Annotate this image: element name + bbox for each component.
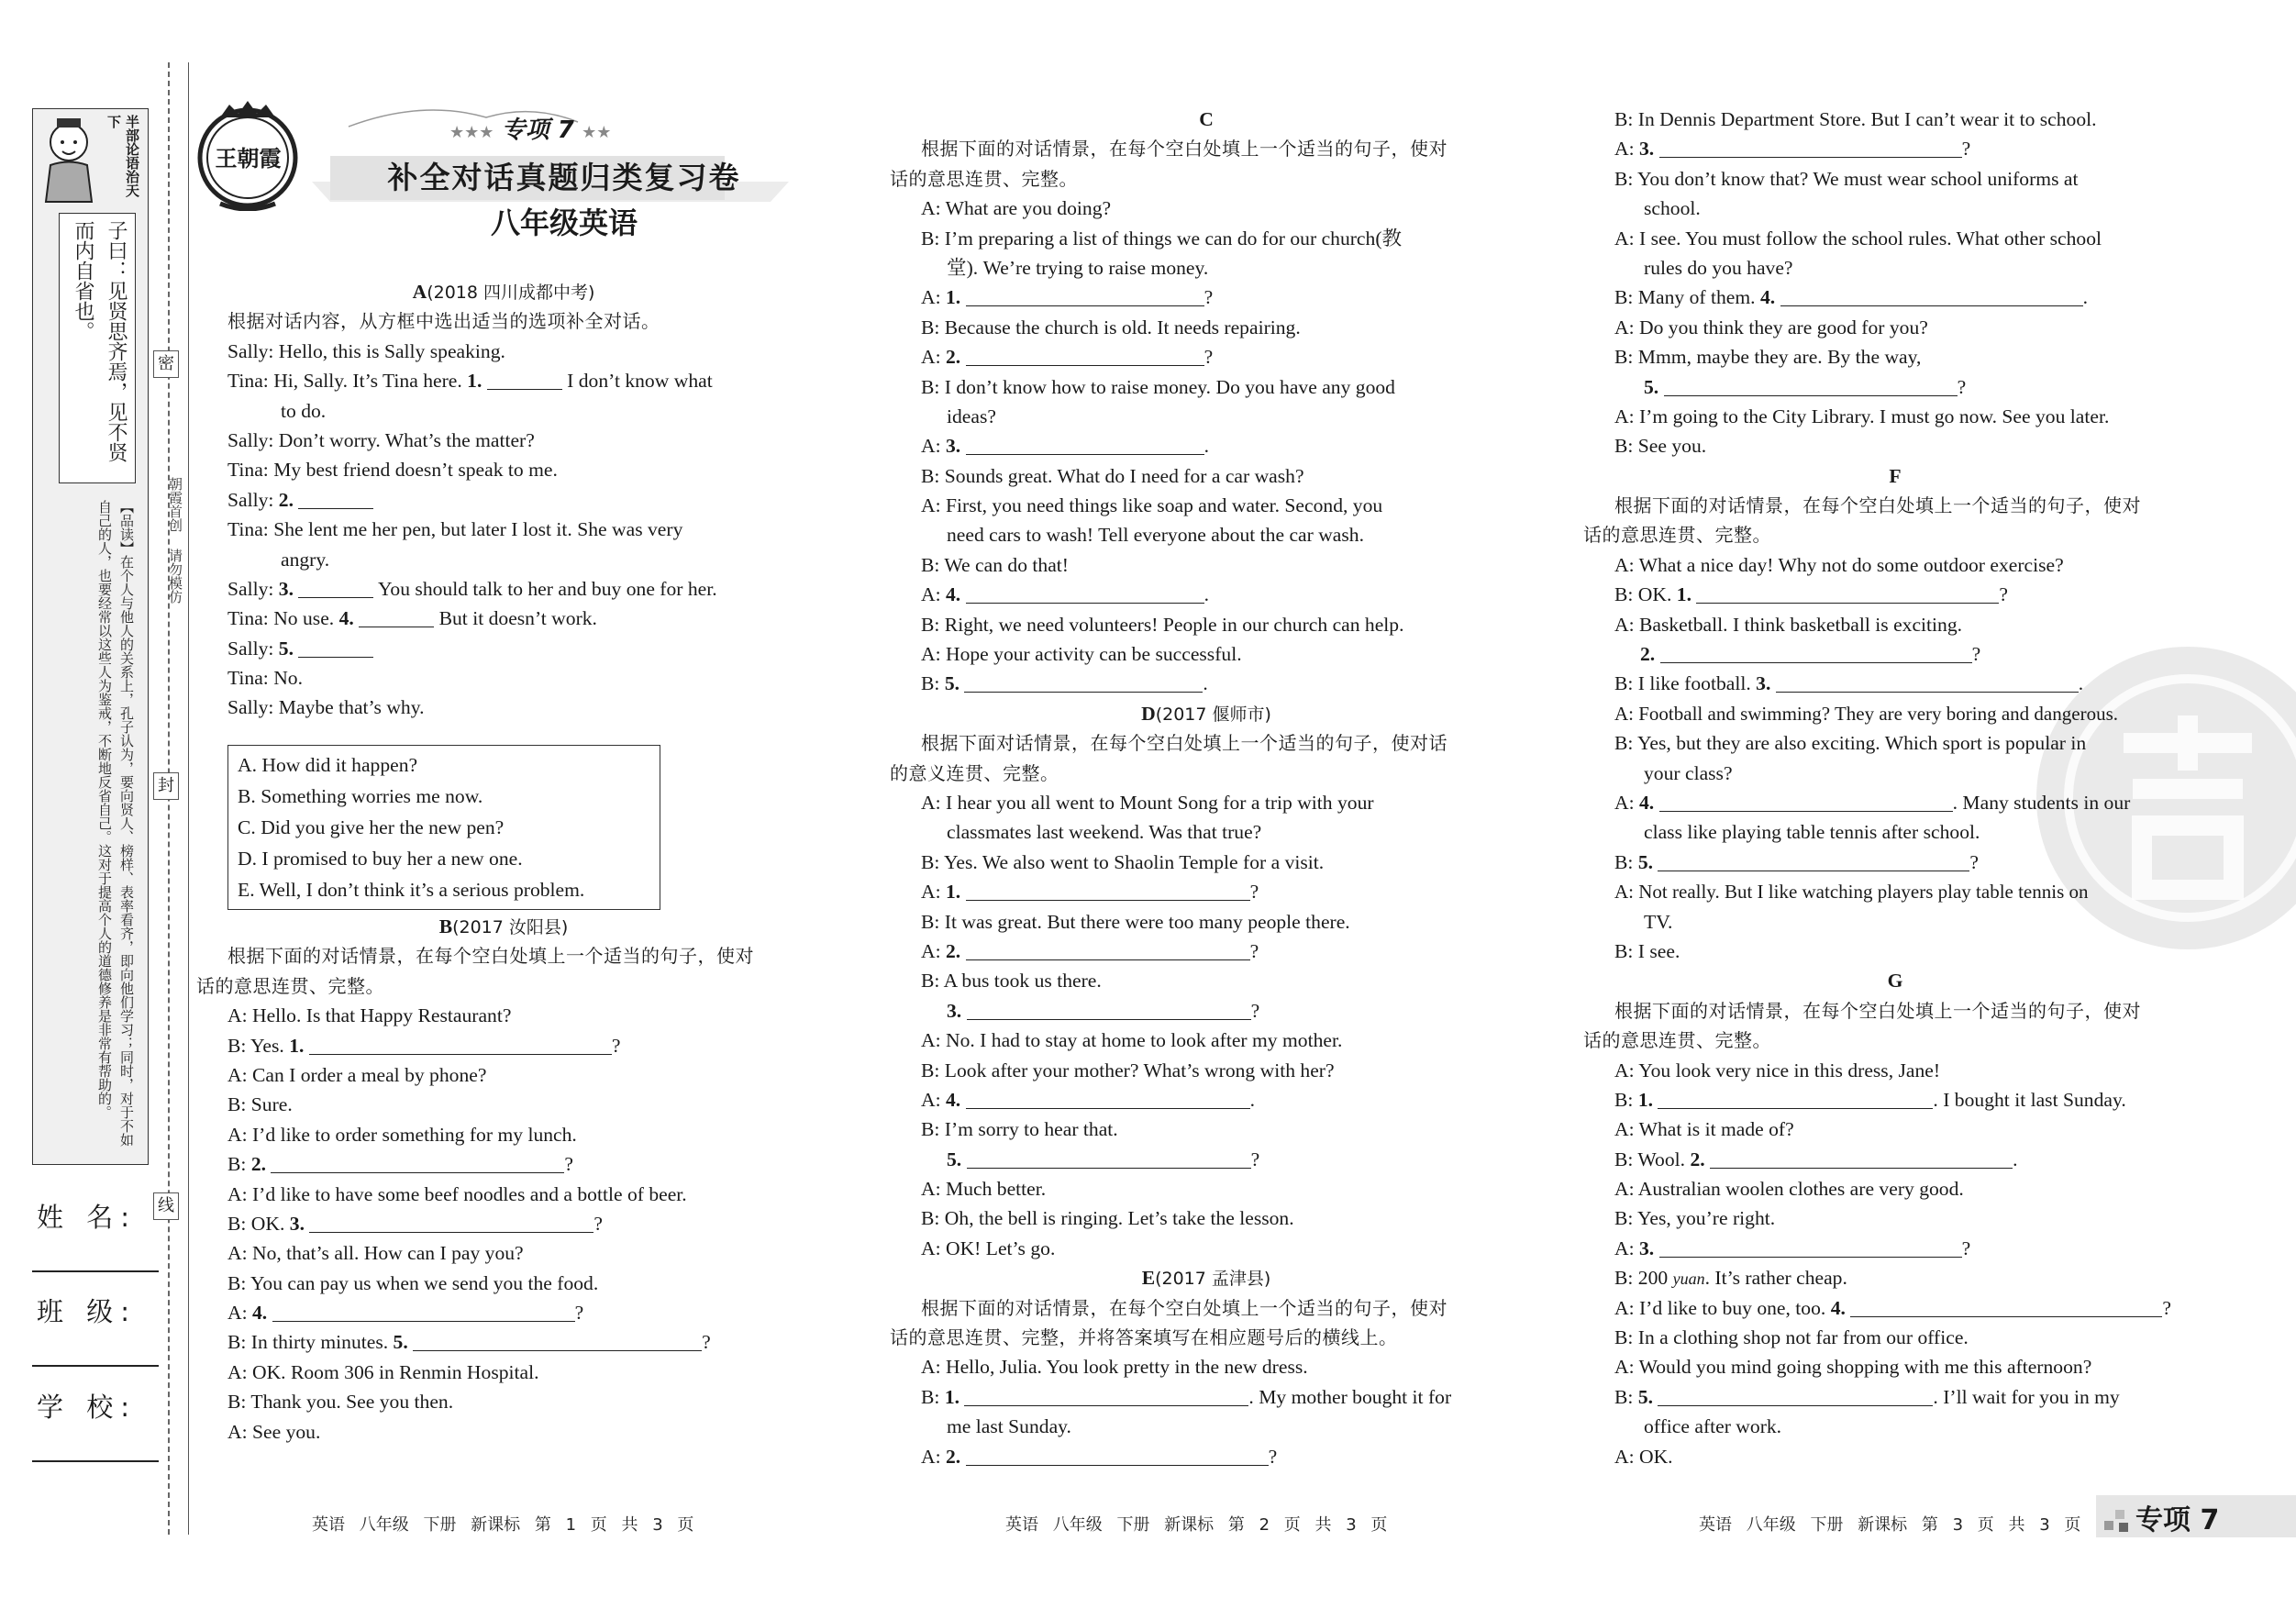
special-label: 专项 7 bbox=[501, 116, 574, 144]
dialogue-line: 3. ? bbox=[890, 996, 1523, 1026]
dialogue-line: B: I don’t know how to raise money. Do you have any good bbox=[921, 375, 1395, 398]
dialogue-line: A: 1. ? bbox=[890, 877, 1523, 906]
answer-blank[interactable] bbox=[966, 1086, 1250, 1109]
answer-blank[interactable] bbox=[967, 997, 1251, 1020]
dialogue-line: A: Hello. Is that Happy Restaurant? bbox=[227, 1004, 512, 1027]
dialogue-line: A: I’d like to order something for my lunch. bbox=[227, 1123, 577, 1146]
dialogue-line: angry. bbox=[281, 548, 330, 571]
dialogue-line: B: Thank you. See you then. bbox=[227, 1391, 454, 1414]
dialogue-line: classmates last weekend. Was that true? bbox=[947, 821, 1262, 844]
section-b-heading: B(2017 汝阳县) bbox=[438, 915, 569, 937]
column-1-section-b bbox=[196, 912, 811, 1447]
dialogue-line: B: 1. . My mother bought it for bbox=[890, 1382, 1523, 1412]
page-subtitle: 八年级英语 bbox=[490, 205, 638, 240]
dialogue-line: A: 3. . bbox=[890, 431, 1523, 460]
instruction: 话的意思连贯、完整，并将答案填写在相应题号后的横线上。 bbox=[890, 1326, 1398, 1349]
dialogue-line: A: No, that’s all. How can I pay you? bbox=[227, 1242, 524, 1265]
dialogue-line: B: Many of them. 4. . bbox=[1583, 283, 2207, 312]
answer-blank[interactable] bbox=[1660, 640, 1972, 663]
stars-right: ★★ bbox=[582, 123, 612, 142]
dialogue-line: Sally: 3. You should talk to her and buy one for her. bbox=[196, 574, 811, 604]
dialogue-line: Tina: My best friend doesn’t speak to me. bbox=[227, 459, 558, 482]
dialogue-line: A: I’d like to buy one, too. 4. ? bbox=[1583, 1293, 2207, 1323]
answer-blank[interactable] bbox=[966, 581, 1204, 604]
answer-blank[interactable] bbox=[966, 432, 1204, 455]
dialogue-line: B: 5. . bbox=[890, 669, 1523, 698]
page-title: 补全对话真题归类复习卷 bbox=[387, 160, 741, 195]
seal-mark-3: 线 bbox=[153, 1192, 179, 1220]
binding-line bbox=[188, 62, 189, 1535]
option-b: B. Something worries me now. bbox=[238, 785, 483, 807]
dialogue-line: A: What is it made of? bbox=[1614, 1118, 1794, 1141]
dialogue-line: A: Basketball. I think basketball is exciting. bbox=[1614, 613, 1963, 636]
answer-blank[interactable] bbox=[966, 937, 1250, 960]
dialogue-line: B: See you. bbox=[1614, 435, 1707, 458]
dialogue-line: B: You can pay us when we send you the food. bbox=[227, 1271, 599, 1294]
corner-squares-icon bbox=[2095, 1510, 2132, 1536]
dialogue-line: B: In thirty minutes. 5. ? bbox=[196, 1327, 811, 1357]
dialogue-line: B: 5. . I’ll wait for you in my bbox=[1583, 1382, 2207, 1412]
dialogue-line: A: First, you need things like soap and water. Second, you bbox=[921, 494, 1383, 517]
dialogue-line: B: Because the church is old. It needs repairing. bbox=[921, 316, 1301, 338]
answer-blank[interactable] bbox=[272, 1299, 575, 1322]
instruction: 根据下面的对话情景，在每个空白处填上一个适当的句子，使对 bbox=[921, 138, 1447, 161]
dialogue-line: your class? bbox=[1644, 761, 1733, 784]
answer-blank[interactable] bbox=[309, 1210, 593, 1233]
name-field[interactable] bbox=[32, 1270, 159, 1272]
answer-blank[interactable] bbox=[1776, 670, 2079, 693]
answer-blank[interactable] bbox=[1850, 1294, 2162, 1317]
dialogue-line: rules do you have? bbox=[1644, 256, 1793, 279]
answer-blank[interactable] bbox=[966, 878, 1250, 901]
dialogue-line: A: No. I had to stay at home to look after my mother. bbox=[921, 1029, 1343, 1052]
dialogue-line: to do. bbox=[281, 399, 327, 422]
answer-blank[interactable] bbox=[298, 635, 373, 658]
sidebar-reading: 【品读】在个人与他人的关系上，孔子认为，要向贤人、榜样、表率看齐，即向他们学习；同时，对于不如自己的人，也要经常以这些人为鉴戒，不断地反省自己。这对于提高个人的道德修养是非常有帮助的。 bbox=[96, 500, 135, 1147]
answer-blank[interactable] bbox=[271, 1150, 564, 1173]
dialogue-line: TV. bbox=[1644, 910, 1673, 933]
dialogue-line: A: Can I order a meal by phone? bbox=[227, 1063, 487, 1086]
dialogue-line: B: It was great. But there were too many people there. bbox=[921, 910, 1350, 933]
class-field[interactable] bbox=[32, 1365, 159, 1367]
dialogue-line: office after work. bbox=[1644, 1415, 1782, 1438]
name-label: 姓 名: bbox=[37, 1202, 137, 1233]
column-1 bbox=[196, 277, 811, 723]
dialogue-line: B: Yes. We also went to Shaolin Temple for a visit. bbox=[921, 850, 1325, 873]
option-e: E. Well, I don’t think it’s a serious problem. bbox=[238, 879, 585, 901]
sidebar-quote: 子曰：见贤思齐焉，见不贤而内自省也。 bbox=[72, 220, 128, 462]
answer-blank[interactable] bbox=[1658, 1086, 1933, 1109]
dialogue-line: Tina: Hi, Sally. It’s Tina here. 1. I don’t know what bbox=[196, 366, 811, 395]
dialogue-line: B: I’m sorry to hear that. bbox=[921, 1118, 1118, 1141]
seal-mark-1: 密 bbox=[153, 350, 179, 378]
dialogue-line: 堂). We’re trying to raise money. bbox=[947, 256, 1209, 279]
dialogue-line: A: You look very nice in this dress, Jane! bbox=[1614, 1059, 1941, 1081]
dialogue-line: A: 4. . bbox=[890, 580, 1523, 609]
instruction: 话的意思连贯、完整。 bbox=[1583, 524, 1771, 547]
dialogue-line: A: 3. ? bbox=[1583, 134, 2207, 163]
answer-blank[interactable] bbox=[1658, 1383, 1933, 1406]
section-a-heading: A(2018 四川成都中考) bbox=[412, 281, 595, 303]
school-label: 学 校: bbox=[37, 1392, 137, 1423]
dialogue-line: B: 1. . I bought it last Sunday. bbox=[1583, 1085, 2207, 1115]
instruction: 根据下面的对话情景，在每个空白处填上一个适当的句子，使对 bbox=[921, 1296, 1447, 1319]
section-c-heading: C bbox=[1199, 108, 1214, 130]
dialogue-line: Tina: No use. 4. But it doesn’t work. bbox=[196, 604, 811, 633]
instruction: 根据下面的对话情景，在每个空白处填上一个适当的句子，使对 bbox=[1614, 494, 2141, 517]
dialogue-line: B: 200 yuan. It’s rather cheap. bbox=[1614, 1267, 1847, 1290]
dialogue-line: B: We can do that! bbox=[921, 553, 1069, 576]
answer-blank[interactable] bbox=[298, 486, 373, 509]
answer-blank[interactable] bbox=[1780, 283, 2083, 306]
column-3 bbox=[1583, 105, 2207, 1471]
dialogue-line: A: 2. ? bbox=[890, 342, 1523, 372]
class-label: 班 级: bbox=[37, 1296, 137, 1327]
answer-blank[interactable] bbox=[1659, 1235, 1962, 1258]
corner-label: 专项 7 bbox=[2135, 1504, 2220, 1536]
dialogue-line: Tina: She lent me her pen, but later I lost it. She was very bbox=[227, 518, 683, 541]
dialogue-line: Sally: Maybe that’s why. bbox=[227, 696, 425, 719]
dialogue-line: A: I’m going to the City Library. I must go now. See you later. bbox=[1614, 405, 2110, 427]
dialogue-line: A: OK! Let’s go. bbox=[921, 1237, 1056, 1259]
answer-blank[interactable] bbox=[966, 343, 1204, 366]
dialogue-line: A: 3. ? bbox=[1583, 1234, 2207, 1263]
answer-blank[interactable] bbox=[1659, 135, 1962, 158]
dialogue-line: school. bbox=[1644, 197, 1701, 220]
dialogue-line: A: Football and swimming? They are very boring and dangerous. bbox=[1614, 702, 2118, 725]
answer-blank[interactable] bbox=[413, 1328, 702, 1351]
answer-blank[interactable] bbox=[487, 367, 562, 390]
dialogue-line: A: Hope your activity can be successful. bbox=[921, 643, 1242, 666]
dialogue-line: B: You don’t know that? We must wear school uniforms at bbox=[1614, 167, 2079, 190]
dialogue-line: B: Wool. 2. . bbox=[1583, 1145, 2207, 1174]
option-d: D. I promised to buy her a new one. bbox=[238, 848, 523, 870]
page-footer-3: 英语 八年级 下册 新课标 第 3 页 共 3 页 bbox=[1699, 1515, 2081, 1535]
dialogue-line: B: Yes, you’re right. bbox=[1614, 1207, 1776, 1230]
page-footer-1: 英语 八年级 下册 新课标 第 1 页 共 3 页 bbox=[312, 1515, 694, 1535]
dialogue-line: Tina: No. bbox=[227, 667, 303, 690]
instruction: 的意义连贯、完整。 bbox=[890, 761, 1059, 784]
dialogue-line: Sally: 2. bbox=[196, 485, 811, 515]
dialogue-line: Sally: 5. bbox=[196, 634, 811, 663]
dialogue-line: A: Not really. But I like watching players play table tennis on bbox=[1614, 881, 2089, 904]
section-d-heading: D(2017 偃师市) bbox=[1141, 702, 1271, 725]
dialogue-line: B: In Dennis Department Store. But I can’t wear it to school. bbox=[1614, 108, 2097, 130]
answer-blank[interactable] bbox=[964, 1383, 1248, 1406]
column-2 bbox=[890, 105, 1523, 1471]
dialogue-line: B: Right, we need volunteers! People in our church can help. bbox=[921, 613, 1404, 636]
copyright-notice: 朝霞首创 请勿模仿 bbox=[167, 477, 183, 604]
instruction: 根据下面对话情景，在每个空白处填上一个适当的句子，使对话 bbox=[921, 732, 1447, 755]
answer-blank[interactable] bbox=[1658, 848, 1969, 871]
dialogue-line: A: What a nice day! Why not do some outdoor exercise? bbox=[1614, 553, 2064, 576]
answer-blank[interactable] bbox=[309, 1032, 612, 1055]
logo-text: 王朝霞 bbox=[215, 145, 282, 172]
seal-mark-2: 封 bbox=[153, 772, 179, 800]
answer-blank[interactable] bbox=[967, 1146, 1251, 1169]
dialogue-line: Sally: Hello, this is Sally speaking. bbox=[227, 339, 505, 362]
dialogue-line: A: 4. . bbox=[890, 1085, 1523, 1115]
dialogue-line: B: Look after your mother? What’s wrong with her? bbox=[921, 1059, 1335, 1081]
dialogue-line: B: Yes. 1. ? bbox=[196, 1031, 811, 1060]
answer-blank[interactable] bbox=[966, 283, 1204, 306]
dialogue-line: A: I’d like to have some beef noodles and a bottle of beer. bbox=[227, 1182, 687, 1205]
dialogue-line: B: I’m preparing a list of things we can do for our church(教 bbox=[921, 227, 1403, 250]
option-a: A. How did it happen? bbox=[238, 754, 418, 776]
special-topic-heading bbox=[449, 111, 611, 145]
dialogue-line: ideas? bbox=[947, 405, 996, 427]
dialogue-line: me last Sunday. bbox=[947, 1415, 1071, 1438]
dialogue-line: A: 2. ? bbox=[890, 1442, 1523, 1471]
dialogue-line: B: I like football. 3. . bbox=[1583, 669, 2207, 698]
dialogue-line: B: 2. ? bbox=[196, 1149, 811, 1179]
dialogue-line: B: 5. ? bbox=[1583, 848, 2207, 877]
dialogue-line: B: Mmm, maybe they are. By the way, bbox=[1614, 346, 1922, 369]
dialogue-line: A: What are you doing? bbox=[921, 197, 1112, 220]
section-e-heading: E(2017 孟津县) bbox=[1141, 1267, 1271, 1290]
dialogue-line: Sally: Don’t worry. What’s the matter? bbox=[227, 428, 535, 451]
instruction: 话的意思连贯、完整。 bbox=[890, 167, 1078, 190]
instruction: 话的意思连贯、完整。 bbox=[196, 974, 384, 997]
dialogue-line: A: 4. . Many students in our bbox=[1583, 788, 2207, 817]
answer-blank[interactable] bbox=[298, 575, 373, 598]
dialogue-line: A: I see. You must follow the school rules. What other school bbox=[1614, 227, 2102, 250]
page-footer-2: 英语 八年级 下册 新课标 第 2 页 共 3 页 bbox=[1005, 1515, 1388, 1535]
answer-blank[interactable] bbox=[1659, 789, 1953, 812]
section-g-heading: G bbox=[1887, 970, 1903, 993]
dialogue-line: A: OK. Room 306 in Renmin Hospital. bbox=[227, 1360, 539, 1383]
instruction: 话的意思连贯、完整。 bbox=[1583, 1029, 1771, 1052]
dialogue-line: B: I see. bbox=[1614, 939, 1680, 962]
options-box bbox=[227, 745, 660, 910]
dialogue-line: A: Much better. bbox=[921, 1178, 1047, 1201]
dialogue-line: 2. ? bbox=[1583, 639, 2207, 669]
dialogue-line: B: OK. 1. ? bbox=[1583, 580, 2207, 609]
dialogue-line: need cars to wash! Tell everyone about the car wash. bbox=[947, 524, 1364, 547]
dialogue-line: A: 1. ? bbox=[890, 283, 1523, 312]
dialogue-line: A: Hello, Julia. You look pretty in the new dress. bbox=[921, 1356, 1308, 1379]
dialogue-line: 5. ? bbox=[1583, 372, 2207, 402]
dialogue-line: A: OK. bbox=[1614, 1445, 1673, 1468]
sidebar-tag: 半部论语治天下 bbox=[105, 115, 140, 197]
answer-blank[interactable] bbox=[1696, 581, 1999, 604]
dialogue-line: B: Oh, the bell is ringing. Let’s take the lesson. bbox=[921, 1207, 1294, 1230]
dialogue-line: A: I hear you all went to Mount Song for a trip with your bbox=[921, 791, 1374, 814]
instruction: 根据下面的对话情景，在每个空白处填上一个适当的句子，使对 bbox=[1614, 999, 2141, 1022]
dialogue-line: A: Would you mind going shopping with me this afternoon? bbox=[1614, 1356, 2092, 1379]
dialogue-line: 5. ? bbox=[890, 1145, 1523, 1174]
school-field[interactable] bbox=[32, 1460, 159, 1462]
dialogue-line: A: Do you think they are good for you? bbox=[1614, 316, 1928, 338]
stars-left: ★★★ bbox=[449, 123, 494, 142]
answer-blank[interactable] bbox=[966, 1443, 1269, 1466]
answer-blank[interactable] bbox=[1710, 1146, 2013, 1169]
dialogue-line: class like playing table tennis after school. bbox=[1644, 821, 1980, 844]
dialogue-line: B: Sure. bbox=[227, 1093, 293, 1116]
answer-blank[interactable] bbox=[359, 604, 434, 627]
instruction: 根据下面的对话情景，在每个空白处填上一个适当的句子，使对 bbox=[227, 945, 754, 968]
answer-blank[interactable] bbox=[964, 670, 1203, 693]
instruction: 根据对话内容，从方框中选出适当的选项补全对话。 bbox=[227, 310, 660, 333]
dialogue-line: B: Yes, but they are also exciting. Which sport is popular in bbox=[1614, 732, 2087, 755]
dialogue-line: A: 4. ? bbox=[196, 1298, 811, 1327]
dialogue-line: B: A bus took us there. bbox=[921, 970, 1102, 993]
answer-blank[interactable] bbox=[1664, 373, 1958, 396]
option-c: C. Did you give her the new pen? bbox=[238, 816, 505, 838]
dialogue-line: B: Sounds great. What do I need for a car wash? bbox=[921, 464, 1304, 487]
dialogue-line: A: Australian woolen clothes are very good. bbox=[1614, 1178, 1964, 1201]
dialogue-line: B: In a clothing shop not far from our office. bbox=[1614, 1326, 1969, 1349]
confucius-cartoon-icon bbox=[37, 115, 101, 206]
dialogue-line: A: See you. bbox=[227, 1420, 321, 1443]
dialogue-line: A: 2. ? bbox=[890, 937, 1523, 966]
dialogue-line: B: OK. 3. ? bbox=[196, 1209, 811, 1238]
section-f-heading: F bbox=[1889, 464, 1902, 487]
